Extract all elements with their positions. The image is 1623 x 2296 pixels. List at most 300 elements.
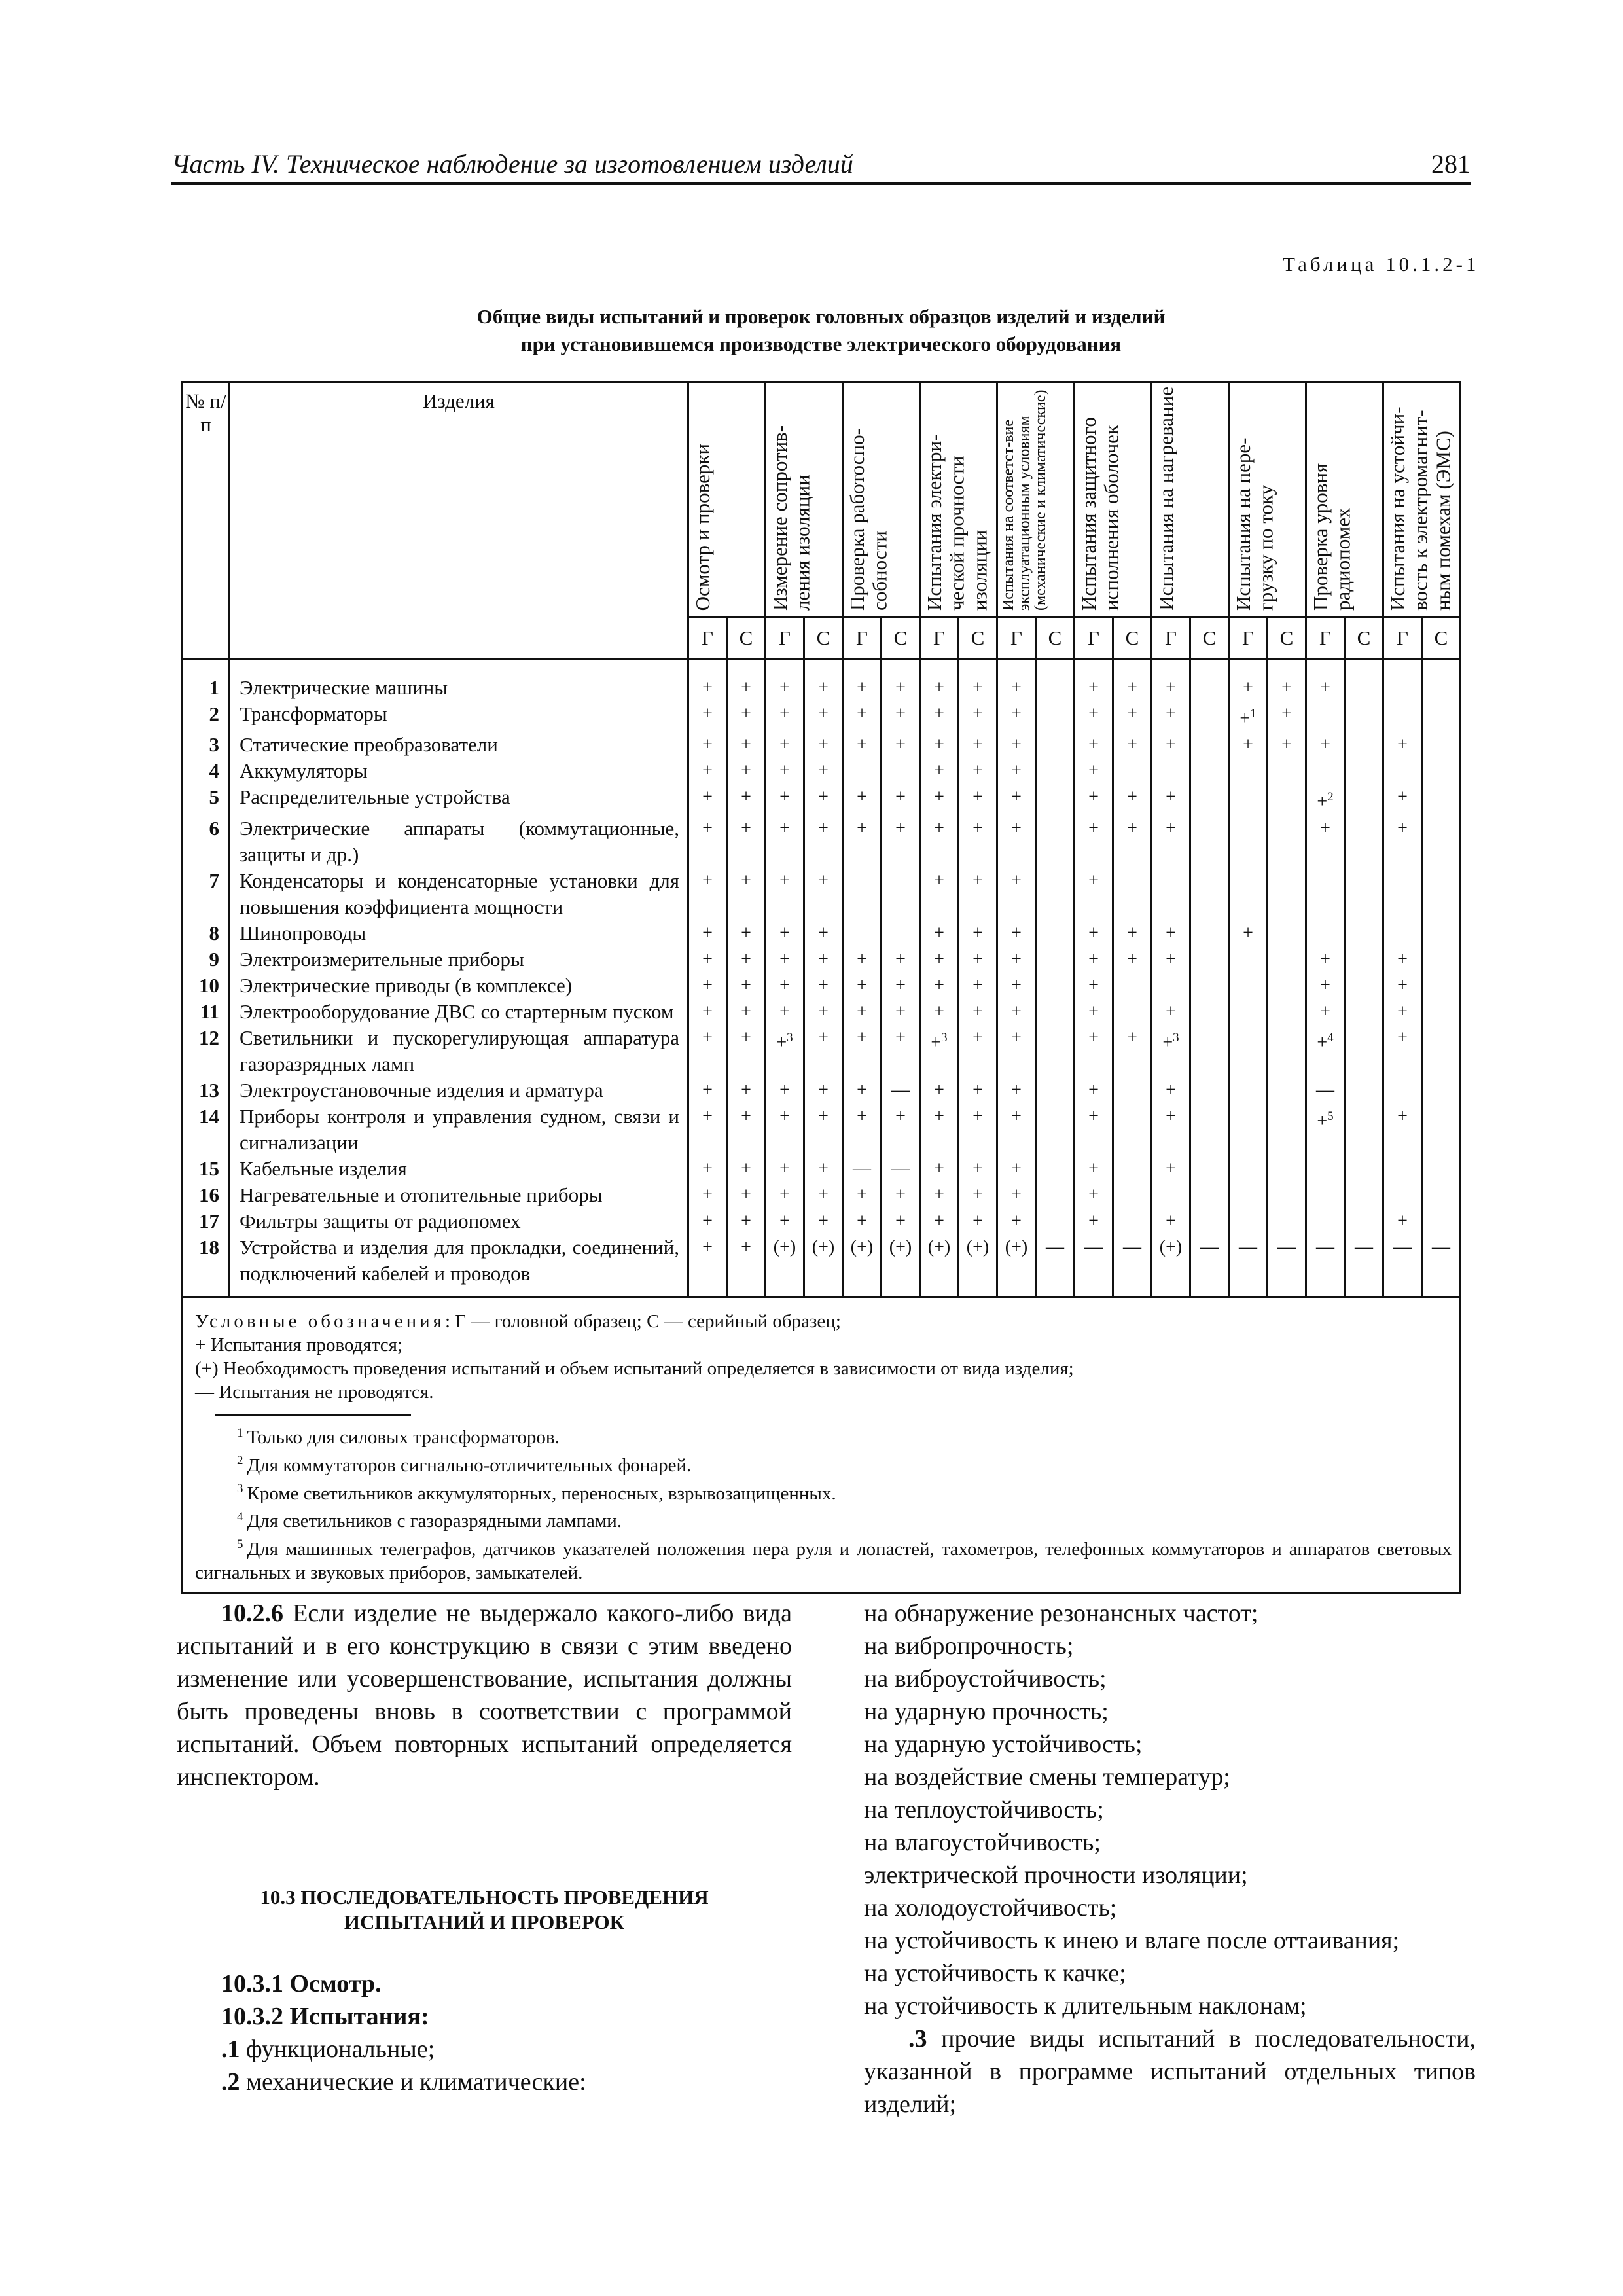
table-row: [183, 1103, 1461, 1156]
test-mark: +: [920, 999, 959, 1025]
test-mark: +: [727, 816, 766, 868]
test-mark: +: [1306, 660, 1345, 702]
test-mark: +: [1152, 1077, 1190, 1103]
test-mark: +: [688, 1182, 727, 1208]
test-mark: [1152, 868, 1190, 920]
test-mark: [1113, 1077, 1152, 1103]
test-mark: [1306, 920, 1345, 946]
test-mark: +: [882, 1208, 920, 1234]
test-mark: +: [688, 816, 727, 868]
legend-line-optional: (+) Необходимость проведения испытаний и объем испытаний определяется в зависимости от вида изделия;: [195, 1357, 1074, 1379]
test-header-1: [688, 382, 766, 617]
test-mark: +: [997, 946, 1036, 973]
test-mark: (+): [920, 1234, 959, 1297]
row-number: 16: [183, 1182, 230, 1208]
test-mark: [1268, 1103, 1306, 1156]
test-mark: +: [804, 660, 843, 702]
test-mark: +: [766, 920, 804, 946]
row-item-name: Распределительные устройства: [230, 784, 688, 815]
test-mark: [1345, 784, 1383, 815]
subheader-prototype: Г: [766, 617, 804, 660]
test-mark: [1422, 701, 1461, 732]
test-mark: +: [1268, 732, 1306, 758]
test-mark: [1268, 868, 1306, 920]
section-heading-line1: 10.3 ПОСЛЕДОВАТЕЛЬНОСТЬ ПРОВЕДЕНИЯ: [260, 1886, 709, 1909]
test-mark: +: [997, 1103, 1036, 1156]
row-number: 9: [183, 946, 230, 973]
test-mark: +: [804, 1208, 843, 1234]
test-mark: [1268, 1077, 1306, 1103]
test-header-2: [766, 382, 843, 617]
test-mark: —: [882, 1156, 920, 1182]
test-mark: (+): [882, 1234, 920, 1297]
test-mark: [1345, 946, 1383, 973]
table-row: [183, 1156, 1461, 1182]
test-mark: +: [804, 758, 843, 784]
test-mark: +: [1113, 732, 1152, 758]
test-mark: +: [688, 1156, 727, 1182]
test-mark: +: [1075, 920, 1113, 946]
paragraph-10-2-6: [177, 1597, 792, 1793]
test-mark: +: [1113, 1025, 1152, 1077]
test-header-3: [843, 382, 920, 617]
test-mark: +: [1152, 701, 1190, 732]
section-heading-line2: ИСПЫТАНИЙ И ПРОВЕРОК: [344, 1910, 625, 1933]
test-mark: —: [1306, 1077, 1345, 1103]
test-mark: +: [1152, 1156, 1190, 1182]
test-mark: (+): [959, 1234, 997, 1297]
test-mark: [1383, 701, 1422, 732]
test-header-9: [1306, 382, 1383, 617]
test-mark: +: [959, 701, 997, 732]
test-mark: [1345, 732, 1383, 758]
subheader-prototype: Г: [1075, 617, 1113, 660]
table-row: [183, 946, 1461, 973]
test-mark: +: [997, 920, 1036, 946]
row-number: 6: [183, 816, 230, 868]
test-mark: +: [959, 1156, 997, 1182]
test-mark: —: [1383, 1234, 1422, 1297]
test-mark: +: [1152, 920, 1190, 946]
test-mark: +: [1075, 784, 1113, 815]
test-list-item: на устойчивость к качке;: [864, 1960, 1126, 1987]
subheader-serial: С: [882, 617, 920, 660]
test-mark: +: [959, 660, 997, 702]
test-list-item: на устойчивость к длительным наклонам;: [864, 1992, 1307, 2020]
test-mark: [1190, 999, 1229, 1025]
test-list-item: электрической прочности изоляции;: [864, 1861, 1248, 1889]
test-mark: [1306, 758, 1345, 784]
test-mark: [1422, 1156, 1461, 1182]
test-mark: +: [1383, 1208, 1422, 1234]
test-mark: +: [766, 732, 804, 758]
row-item-name: Трансформаторы: [230, 701, 688, 732]
test-mark: +: [1152, 999, 1190, 1025]
test-mark: +: [766, 784, 804, 815]
test-mark: +: [843, 946, 882, 973]
test-mark: [1383, 660, 1422, 702]
test-mark: [1190, 660, 1229, 702]
footnotes: [195, 1422, 1452, 1585]
test-mark: [1422, 973, 1461, 999]
table-body: [183, 660, 1461, 1297]
row-item-name: Статические преобразователи: [230, 732, 688, 758]
test-mark: +: [920, 946, 959, 973]
test-mark: +: [997, 1208, 1036, 1234]
legend-line-plus: + Испытания проводятся;: [195, 1334, 403, 1355]
item-functional: .1 функциональные;: [221, 2036, 435, 2063]
test-mark: +: [1113, 660, 1152, 702]
test-mark: +: [688, 660, 727, 702]
test-mark: +: [920, 920, 959, 946]
test-header-label: Измерение сопротив-ления изоляции: [768, 425, 814, 611]
test-mark: +: [920, 758, 959, 784]
test-mark: [1422, 732, 1461, 758]
test-mark: +: [1113, 946, 1152, 973]
test-mark: +: [727, 868, 766, 920]
test-mark: +: [1075, 1103, 1113, 1156]
table-number: Таблица 10.1.2-1: [1283, 253, 1480, 276]
test-mark: +: [804, 1025, 843, 1077]
test-mark: +: [1383, 946, 1422, 973]
test-mark: [1268, 946, 1306, 973]
test-mark: [1345, 973, 1383, 999]
test-mark: +: [959, 973, 997, 999]
test-mark: +: [1113, 816, 1152, 868]
test-mark: +: [1383, 732, 1422, 758]
test-mark: [1036, 1077, 1075, 1103]
test-mark: +: [997, 999, 1036, 1025]
test-mark: [1345, 1208, 1383, 1234]
test-mark: [1190, 946, 1229, 973]
test-mark: +: [804, 1103, 843, 1156]
test-list-item: на теплоустойчивость;: [864, 1796, 1104, 1823]
table-row: [183, 999, 1461, 1025]
test-mark: +: [727, 1182, 766, 1208]
subheader-serial: С: [1190, 617, 1229, 660]
test-mark: +: [766, 1156, 804, 1182]
test-mark: [1036, 1103, 1075, 1156]
test-mark: [1268, 758, 1306, 784]
row-item-name: Нагревательные и отопительные приборы: [230, 1182, 688, 1208]
row-item-name: Кабельные изделия: [230, 1156, 688, 1182]
test-mark: [1036, 660, 1075, 702]
row-item-name: Шинопроводы: [230, 920, 688, 946]
row-item-name: Аккумуляторы: [230, 758, 688, 784]
test-mark: —: [1190, 1234, 1229, 1297]
test-mark: [1152, 758, 1190, 784]
test-header-label: Испытания на соответст-вие эксплуатационным условиям (механические и климатические): [1000, 389, 1049, 611]
test-mark: +: [959, 1077, 997, 1103]
test-mark: (+): [997, 1234, 1036, 1297]
test-list: [864, 1597, 1476, 2022]
test-mark: +: [997, 660, 1036, 702]
test-mark: [1190, 1182, 1229, 1208]
test-mark: +$^1$: [1229, 701, 1268, 732]
test-mark: +: [1075, 732, 1113, 758]
test-mark: [1268, 920, 1306, 946]
test-mark: [1422, 868, 1461, 920]
footnote: $^2$ Для коммутаторов сигнально-отличительных фонарей.: [237, 1454, 692, 1476]
row-number: 18: [183, 1234, 230, 1297]
subheader-prototype: Г: [1383, 617, 1422, 660]
test-mark: —: [882, 1077, 920, 1103]
test-mark: +: [1075, 946, 1113, 973]
test-mark: +: [766, 1077, 804, 1103]
test-mark: +: [804, 701, 843, 732]
subheader-prototype: Г: [1152, 617, 1190, 660]
col-item-header: Изделия: [230, 382, 688, 660]
test-mark: +: [1152, 1208, 1190, 1234]
test-mark: [1422, 816, 1461, 868]
test-mark: +: [1075, 1077, 1113, 1103]
test-mark: +: [688, 946, 727, 973]
test-mark: [1345, 1156, 1383, 1182]
row-number: 7: [183, 868, 230, 920]
test-mark: +: [843, 999, 882, 1025]
test-header-label: Испытания электри-ческой прочности изоляции: [923, 434, 991, 611]
test-mark: [1383, 920, 1422, 946]
test-mark: [1229, 1182, 1268, 1208]
test-mark: +: [804, 999, 843, 1025]
test-mark: +: [688, 1077, 727, 1103]
subheader-serial: С: [804, 617, 843, 660]
test-mark: (+): [1152, 1234, 1190, 1297]
subheader-serial: С: [1113, 617, 1152, 660]
test-mark: +: [843, 1103, 882, 1156]
test-mark: +: [688, 1025, 727, 1077]
test-mark: +: [727, 1234, 766, 1297]
test-mark: +: [920, 1182, 959, 1208]
test-mark: +: [843, 816, 882, 868]
test-mark: [1036, 1208, 1075, 1234]
test-mark: +: [1152, 946, 1190, 973]
test-mark: [1268, 784, 1306, 815]
test-mark: [882, 758, 920, 784]
table-row: [183, 868, 1461, 920]
test-mark: +: [1075, 868, 1113, 920]
test-mark: [1268, 1156, 1306, 1182]
test-mark: +: [959, 999, 997, 1025]
test-mark: +: [959, 732, 997, 758]
test-mark: [843, 920, 882, 946]
test-mark: +: [959, 920, 997, 946]
test-mark: +: [1152, 732, 1190, 758]
test-mark: +: [882, 1182, 920, 1208]
test-mark: +: [1152, 784, 1190, 815]
test-mark: +: [727, 1025, 766, 1077]
subheader-serial: С: [1268, 617, 1306, 660]
test-mark: [1190, 920, 1229, 946]
row-item-name: Устройства и изделия для прокладки, соединений, подключений кабелей и проводов: [230, 1234, 688, 1297]
test-mark: [1190, 1208, 1229, 1234]
test-list-item: на виброустойчивость;: [864, 1665, 1107, 1693]
page-number: 281: [1431, 149, 1471, 179]
test-mark: [1268, 816, 1306, 868]
test-mark: +: [1075, 999, 1113, 1025]
test-header-label: Проверка работоспо-собности: [846, 428, 891, 611]
test-mark: +: [959, 868, 997, 920]
table-row: [183, 1208, 1461, 1234]
test-mark: [1190, 973, 1229, 999]
test-list-item: на устойчивость к инею и влаге после оттаивания;: [864, 1927, 1400, 1954]
test-mark: +: [727, 784, 766, 815]
test-list-item: на воздействие смены температур;: [864, 1763, 1230, 1791]
row-number: 11: [183, 999, 230, 1025]
test-mark: +: [997, 973, 1036, 999]
test-mark: (+): [766, 1234, 804, 1297]
test-mark: +: [766, 946, 804, 973]
table-row: [183, 758, 1461, 784]
test-mark: +: [1306, 973, 1345, 999]
row-number: 17: [183, 1208, 230, 1234]
test-mark: +: [843, 973, 882, 999]
test-list-item: на холодоустойчивость;: [864, 1894, 1117, 1922]
test-mark: [1268, 1208, 1306, 1234]
test-mark: [1383, 1182, 1422, 1208]
test-mark: —: [1422, 1234, 1461, 1297]
test-mark: +: [688, 758, 727, 784]
test-mark: [1422, 999, 1461, 1025]
test-mark: +: [804, 1077, 843, 1103]
test-mark: +: [882, 999, 920, 1025]
table-row: [183, 701, 1461, 732]
test-mark: +: [1383, 973, 1422, 999]
test-mark: [1345, 999, 1383, 1025]
test-mark: +: [920, 868, 959, 920]
test-mark: +$^5$: [1306, 1103, 1345, 1156]
test-mark: +: [1306, 816, 1345, 868]
test-mark: [1190, 1156, 1229, 1182]
test-mark: +: [766, 999, 804, 1025]
test-mark: +: [1152, 660, 1190, 702]
test-mark: +: [688, 784, 727, 815]
test-mark: +: [766, 1103, 804, 1156]
test-mark: +: [727, 660, 766, 702]
test-mark: +: [804, 1182, 843, 1208]
test-mark: +: [766, 660, 804, 702]
test-mark: +: [727, 758, 766, 784]
row-number: 4: [183, 758, 230, 784]
test-list-item: на ударную устойчивость;: [864, 1731, 1143, 1758]
test-mark: [1345, 1182, 1383, 1208]
test-mark: [1229, 946, 1268, 973]
test-mark: —: [1345, 1234, 1383, 1297]
test-mark: [1036, 701, 1075, 732]
paragraph-number: 10.2.6: [221, 1600, 283, 1627]
test-mark: [1113, 1156, 1152, 1182]
page-header: [171, 145, 1471, 185]
test-mark: [1190, 758, 1229, 784]
test-mark: +: [688, 999, 727, 1025]
test-mark: +: [727, 1077, 766, 1103]
test-mark: +: [920, 816, 959, 868]
test-mark: +: [727, 1208, 766, 1234]
test-mark: +: [804, 973, 843, 999]
test-mark: [1036, 999, 1075, 1025]
test-mark: (+): [804, 1234, 843, 1297]
table-row: [183, 816, 1461, 868]
test-mark: +: [882, 946, 920, 973]
test-mark: [1036, 1025, 1075, 1077]
test-mark: [1422, 1182, 1461, 1208]
test-mark: +: [804, 1156, 843, 1182]
test-mark: +: [1113, 784, 1152, 815]
subheader-serial: С: [1422, 617, 1461, 660]
test-mark: +: [1229, 660, 1268, 702]
table-row: [183, 1077, 1461, 1103]
test-mark: —: [1113, 1234, 1152, 1297]
test-mark: +: [688, 1103, 727, 1156]
test-header-6: [1075, 382, 1152, 617]
test-mark: [1190, 816, 1229, 868]
test-mark: [1383, 1156, 1422, 1182]
test-mark: [1190, 701, 1229, 732]
test-mark: [1422, 946, 1461, 973]
test-header-8: [1229, 382, 1306, 617]
test-mark: +: [766, 973, 804, 999]
test-mark: [1113, 999, 1152, 1025]
test-mark: +: [1383, 1025, 1422, 1077]
row-item-name: Электрические аппараты (коммутационные, защиты и др.): [230, 816, 688, 868]
test-header-label: Испытания на пере-грузку по току: [1232, 437, 1277, 611]
test-mark: +: [882, 660, 920, 702]
test-mark: [1113, 1103, 1152, 1156]
right-column: [864, 1597, 1476, 2121]
test-mark: [1345, 816, 1383, 868]
test-mark: +: [688, 973, 727, 999]
test-mark: +: [997, 732, 1036, 758]
test-mark: +$^3$: [1152, 1025, 1190, 1077]
subheader-serial: С: [959, 617, 997, 660]
test-mark: +: [920, 701, 959, 732]
row-number: 12: [183, 1025, 230, 1077]
test-mark: +: [1075, 701, 1113, 732]
test-mark: +: [959, 1182, 997, 1208]
test-mark: +: [766, 816, 804, 868]
test-mark: +: [1229, 920, 1268, 946]
test-mark: +: [882, 973, 920, 999]
table-header-row: [183, 382, 1461, 617]
test-mark: +: [766, 1182, 804, 1208]
test-mark: [1345, 1077, 1383, 1103]
test-mark: +: [843, 660, 882, 702]
row-item-name: Светильники и пускорегулирующая аппаратура газоразрядных ламп: [230, 1025, 688, 1077]
test-mark: +: [959, 784, 997, 815]
test-mark: +: [843, 732, 882, 758]
test-mark: +: [882, 732, 920, 758]
table-row: [183, 920, 1461, 946]
table-caption-line1: Общие виды испытаний и проверок головных образцов изделий и изделий: [476, 305, 1166, 328]
test-mark: +: [804, 816, 843, 868]
test-mark: +: [1075, 1182, 1113, 1208]
test-mark: —: [1268, 1234, 1306, 1297]
row-number: 1: [183, 660, 230, 702]
test-mark: +: [727, 999, 766, 1025]
test-mark: +: [766, 868, 804, 920]
test-mark: +: [688, 868, 727, 920]
row-item-name: Фильтры защиты от радиопомех: [230, 1208, 688, 1234]
test-mark: +: [688, 920, 727, 946]
test-mark: +: [727, 946, 766, 973]
test-mark: +: [959, 1208, 997, 1234]
test-mark: [1422, 660, 1461, 702]
test-mark: [1229, 973, 1268, 999]
test-mark: +: [920, 1103, 959, 1156]
test-list-item: на влагоустойчивость;: [864, 1829, 1101, 1856]
subheader-prototype: Г: [1306, 617, 1345, 660]
table-row: [183, 732, 1461, 758]
